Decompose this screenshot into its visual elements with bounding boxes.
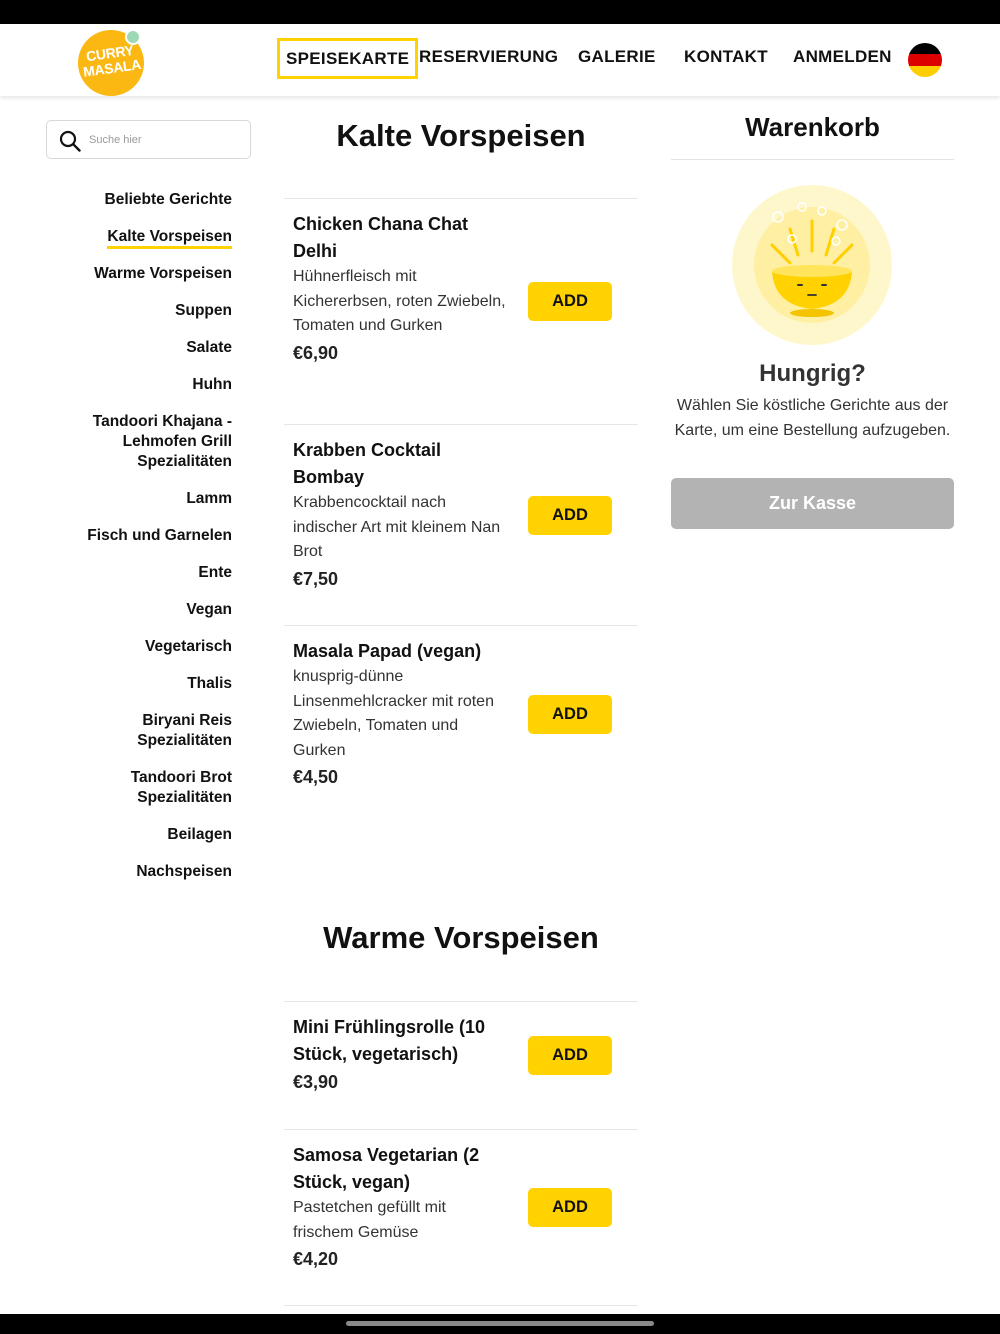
category-vegan[interactable]: Vegan bbox=[186, 601, 232, 618]
dish-card bbox=[284, 1001, 638, 1129]
dish-description: Hühnerfleisch mit Kichererbsen, roten Zwiebeln, Tomaten und Gurken bbox=[293, 268, 506, 334]
dish-name: Masala Papad (vegan) bbox=[293, 641, 482, 661]
divider bbox=[284, 1305, 638, 1306]
category-lamm[interactable]: Lamm bbox=[186, 490, 232, 507]
cart-heading: Hungrig? bbox=[759, 360, 866, 387]
category-warme-vorspeisen[interactable]: Warme Vorspeisen bbox=[94, 265, 232, 282]
dish-price: €4,20 bbox=[293, 1249, 339, 1269]
category-tandoori-brot[interactable]: Tandoori Brot Spezialitäten bbox=[130, 769, 232, 806]
dish-price: €6,90 bbox=[293, 342, 339, 363]
germany-flag-icon[interactable] bbox=[908, 43, 942, 77]
checkout-button[interactable]: Zur Kasse bbox=[671, 478, 954, 529]
dish-description: Krabbencocktail nach indischer Art mit kleinem Nan Brot bbox=[293, 494, 501, 560]
dish-price: €7,50 bbox=[293, 568, 339, 589]
category-list bbox=[60, 190, 232, 899]
home-indicator bbox=[346, 1321, 654, 1326]
dish-card bbox=[284, 424, 638, 625]
category-ente[interactable]: Ente bbox=[198, 564, 232, 581]
add-button[interactable]: ADD bbox=[528, 1036, 612, 1075]
section-title-kalte-vorspeisen: Kalte Vorspeisen bbox=[336, 118, 586, 153]
category-beliebte-gerichte[interactable]: Beliebte Gerichte bbox=[104, 191, 232, 208]
dish-name: Samosa Vegetarian (2 Stück, vegan) bbox=[293, 1145, 480, 1192]
dish-card bbox=[284, 1129, 638, 1305]
category-vegetarisch[interactable]: Vegetarisch bbox=[144, 638, 232, 655]
nav-kontakt[interactable]: KONTAKT bbox=[684, 47, 768, 66]
category-tandoori-khajana[interactable]: Tandoori Khajana - Lehmofen Grill Spezialitäten bbox=[92, 413, 232, 470]
search-input[interactable] bbox=[89, 130, 239, 150]
category-suppen[interactable]: Suppen bbox=[175, 302, 232, 319]
add-button[interactable]: ADD bbox=[528, 496, 612, 535]
add-button[interactable]: ADD bbox=[528, 282, 612, 321]
dish-description: knusprig-dünne Linsenmehlcracker mit roten Zwiebeln, Tomaten und Gurken bbox=[293, 668, 494, 759]
dish-description: Pastetchen gefüllt mit frischem Gemüse bbox=[293, 1199, 446, 1241]
category-kalte-vorspeisen[interactable]: Kalte Vorspeisen bbox=[60, 227, 232, 247]
dish-card bbox=[284, 625, 638, 825]
dish-price: €4,50 bbox=[293, 767, 339, 787]
dish-name: Chicken Chana Chat Delhi bbox=[293, 214, 469, 261]
cart-title: Warenkorb bbox=[745, 112, 880, 142]
dish-card bbox=[284, 198, 638, 424]
category-nachspeisen[interactable]: Nachspeisen bbox=[136, 863, 232, 880]
category-salate[interactable]: Salate bbox=[186, 339, 232, 356]
dish-price: €3,90 bbox=[293, 1072, 339, 1092]
nav-galerie[interactable]: GALERIE bbox=[578, 47, 656, 66]
dish-name: Krabben Cocktail Bombay bbox=[293, 440, 442, 487]
site-header bbox=[0, 24, 1000, 96]
nav-anmelden[interactable]: ANMELDEN bbox=[793, 47, 892, 66]
add-button[interactable]: ADD bbox=[528, 695, 612, 734]
category-beilagen[interactable]: Beilagen bbox=[167, 826, 232, 843]
status-bar bbox=[0, 0, 1000, 24]
logo[interactable] bbox=[78, 30, 144, 96]
cart-description: Wählen Sie köstliche Gerichte aus der Karte, um eine Bestellung aufzugeben. bbox=[674, 397, 951, 439]
cart-divider bbox=[671, 159, 954, 160]
home-bar bbox=[0, 1314, 1000, 1334]
category-biryani-reis[interactable]: Biryani Reis Spezialitäten bbox=[137, 712, 232, 749]
search-icon bbox=[59, 130, 81, 152]
nav-speisekarte[interactable]: SPEISEKARTE bbox=[277, 38, 418, 79]
section-title-warme-vorspeisen: Warme Vorspeisen bbox=[323, 920, 599, 955]
category-thalis[interactable]: Thalis bbox=[187, 675, 232, 692]
category-fisch-und-garnelen[interactable]: Fisch und Garnelen bbox=[87, 527, 232, 544]
nav-reservierung[interactable]: RESERVIERUNG bbox=[419, 47, 559, 66]
category-huhn[interactable]: Huhn bbox=[192, 376, 232, 393]
add-button[interactable]: ADD bbox=[528, 1188, 612, 1227]
logo-text: CURRY MASALA bbox=[82, 41, 142, 80]
search-box[interactable] bbox=[46, 120, 251, 159]
bowl-illustration-icon bbox=[732, 185, 892, 345]
dish-name: Mini Frühlingsrolle (10 Stück, vegetarisch) bbox=[293, 1017, 486, 1064]
